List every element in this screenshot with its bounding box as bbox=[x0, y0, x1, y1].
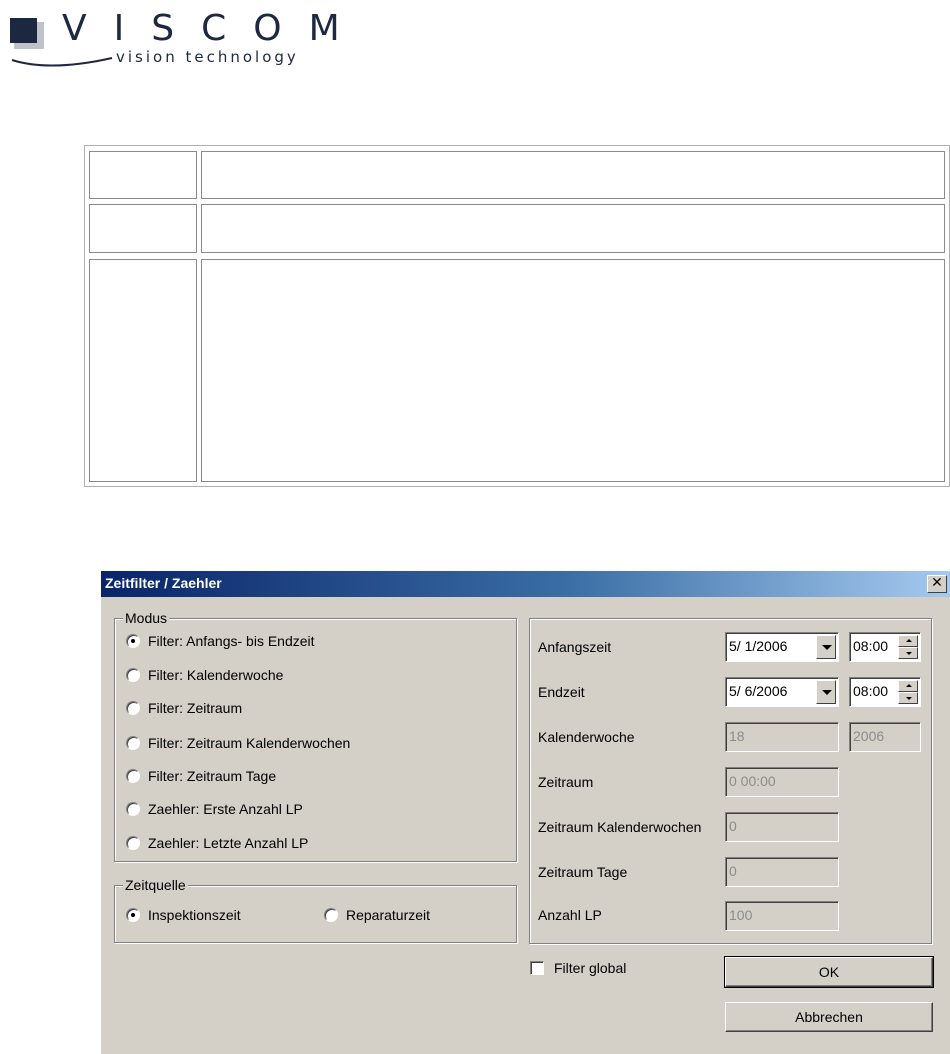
radio-button[interactable] bbox=[126, 769, 140, 783]
radio-label: Reparaturzeit bbox=[346, 907, 431, 923]
modus-groupbox bbox=[114, 610, 517, 862]
close-button[interactable] bbox=[927, 575, 947, 593]
radio-button[interactable] bbox=[126, 836, 140, 850]
radio-button[interactable] bbox=[126, 908, 140, 922]
logo-brand: VISCOM bbox=[62, 8, 367, 49]
zeitraum-tage-value: 0 bbox=[729, 863, 737, 879]
endzeit-label: Endzeit bbox=[538, 684, 585, 700]
anfangszeit-label: Anfangszeit bbox=[538, 639, 612, 655]
spin-down-icon[interactable] bbox=[898, 647, 918, 659]
zeitraum-field[interactable] bbox=[725, 767, 839, 797]
radio-button[interactable] bbox=[126, 701, 140, 715]
anfangszeit-time-value: 08:00 bbox=[853, 638, 889, 654]
dialog-titlebar[interactable] bbox=[101, 571, 950, 597]
kalenderwoche-year-value: 2006 bbox=[853, 728, 885, 744]
zeitquelle-legend: Zeitquelle bbox=[125, 877, 186, 893]
zeitraum-kalenderwochen-field[interactable] bbox=[725, 812, 839, 842]
radio-label: Filter: Zeitraum Tage bbox=[148, 768, 277, 784]
zeitraum-label: Zeitraum bbox=[538, 774, 594, 790]
table-cell bbox=[89, 259, 197, 482]
endzeit-date-value: 5/ 6/2006 bbox=[729, 683, 788, 699]
table-cell bbox=[201, 259, 945, 482]
anfangszeit-time-spinner[interactable] bbox=[849, 632, 921, 662]
anfangszeit-date-picker[interactable] bbox=[725, 632, 839, 662]
radio-button[interactable] bbox=[126, 668, 140, 682]
modus-legend: Modus bbox=[125, 610, 168, 626]
logo-swoosh bbox=[0, 0, 340, 80]
anzahl-lp-value: 100 bbox=[729, 907, 753, 923]
radio-button[interactable] bbox=[126, 802, 140, 816]
anfangszeit-date-value: 5/ 1/2006 bbox=[729, 638, 788, 654]
table-cell bbox=[201, 151, 945, 199]
kalenderwoche-year-field[interactable] bbox=[849, 722, 921, 752]
radio-dot bbox=[131, 913, 135, 917]
filter-global-checkbox[interactable] bbox=[530, 961, 544, 975]
zeitraum-kalenderwochen-value: 0 bbox=[729, 818, 737, 834]
table-cell bbox=[89, 151, 197, 199]
spin-down-icon[interactable] bbox=[898, 692, 918, 704]
zeitraum-value: 0 00:00 bbox=[729, 773, 776, 789]
radio-label: Filter: Zeitraum Kalenderwochen bbox=[148, 735, 351, 751]
radio-button[interactable] bbox=[324, 908, 338, 922]
logo-tagline: vision technology bbox=[116, 48, 299, 66]
cancel-button[interactable]: Abbrechen bbox=[725, 1002, 933, 1032]
table-cell bbox=[201, 204, 945, 253]
radio-label: Zaehler: Erste Anzahl LP bbox=[148, 801, 303, 817]
radio-button[interactable] bbox=[126, 736, 140, 750]
radio-label: Filter: Anfangs- bis Endzeit bbox=[148, 633, 315, 649]
table-cell bbox=[89, 204, 197, 253]
radio-dot bbox=[131, 639, 135, 643]
spin-up-icon[interactable] bbox=[898, 635, 918, 647]
radio-label: Filter: Kalenderwoche bbox=[148, 667, 284, 683]
document-table bbox=[84, 145, 950, 487]
endzeit-date-picker[interactable] bbox=[725, 677, 839, 707]
dialog-title: Zeitfilter / Zaehler bbox=[105, 575, 222, 591]
close-icon: ✕ bbox=[931, 575, 943, 591]
filter-global-label: Filter global bbox=[554, 960, 627, 976]
radio-label: Inspektionszeit bbox=[148, 907, 241, 923]
ok-button[interactable]: OK bbox=[725, 957, 933, 987]
dropdown-arrow-icon[interactable] bbox=[816, 635, 836, 659]
zeitraum-tage-label: Zeitraum Tage bbox=[538, 864, 628, 880]
spin-up-icon[interactable] bbox=[898, 680, 918, 692]
radio-button[interactable] bbox=[126, 634, 140, 648]
anzahl-lp-label: Anzahl LP bbox=[538, 907, 602, 923]
kalenderwoche-week-value: 18 bbox=[729, 728, 745, 744]
zeitraum-tage-field[interactable] bbox=[725, 857, 839, 887]
viscom-logo bbox=[0, 0, 367, 80]
zeitraum-kalenderwochen-label: Zeitraum Kalenderwochen bbox=[538, 819, 702, 835]
kalenderwoche-week-field[interactable] bbox=[725, 722, 839, 752]
endzeit-time-value: 08:00 bbox=[853, 683, 889, 699]
zeitfilter-dialog bbox=[100, 570, 950, 1054]
anzahl-lp-field[interactable] bbox=[725, 901, 839, 931]
endzeit-time-spinner[interactable] bbox=[849, 677, 921, 707]
dropdown-arrow-icon[interactable] bbox=[816, 680, 836, 704]
kalenderwoche-label: Kalenderwoche bbox=[538, 729, 635, 745]
zeitquelle-groupbox bbox=[114, 877, 517, 943]
radio-label: Zaehler: Letzte Anzahl LP bbox=[148, 835, 309, 851]
radio-label: Filter: Zeitraum bbox=[148, 700, 243, 716]
